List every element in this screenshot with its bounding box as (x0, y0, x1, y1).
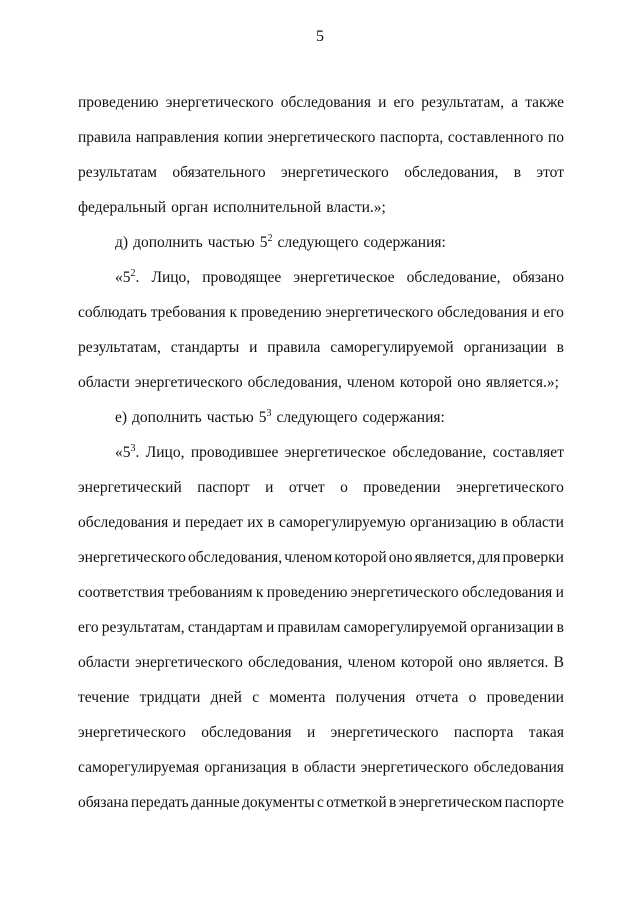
word: «$5^3$. (115, 443, 140, 461)
text-line (78, 610, 564, 645)
word: содержания: (362, 409, 445, 426)
superscript: 2 (267, 233, 273, 244)
word: проведению (78, 94, 159, 111)
word: энергетического (135, 654, 243, 671)
word: их (247, 514, 264, 531)
word: энергетического (350, 584, 459, 601)
word: является. (487, 654, 549, 671)
word: энергетического (78, 724, 186, 741)
word: и (265, 619, 275, 636)
word: следующего (276, 409, 358, 426)
word: дополнить (132, 409, 202, 426)
word: паспорта (453, 724, 514, 741)
document-body (78, 85, 564, 820)
word: обязана (78, 794, 129, 811)
word: отчет (288, 479, 325, 496)
text-line (78, 190, 564, 225)
word: в (556, 619, 564, 636)
page-number: 5 (316, 28, 324, 45)
text-line (78, 120, 564, 155)
word: обследования (201, 724, 292, 741)
word: получения (335, 689, 406, 706)
word: обследования (462, 584, 553, 601)
word: момента (269, 689, 326, 706)
word: организации (463, 339, 547, 356)
word: паспорта, (379, 129, 444, 146)
word: результатам, (101, 619, 185, 636)
word: Лицо, (145, 444, 185, 461)
word: к (229, 304, 238, 321)
word: д) (115, 234, 129, 251)
text-line (78, 470, 564, 505)
word: стандарты (170, 339, 240, 356)
word: обследования (437, 304, 528, 321)
word: организация (204, 759, 287, 776)
word: в (389, 794, 397, 811)
word: обследования (280, 94, 371, 111)
word: энергетического (134, 374, 243, 391)
word: с (316, 794, 324, 811)
word: в (500, 514, 508, 531)
word: и (265, 479, 274, 496)
word: энергетический (78, 479, 182, 496)
word: для (477, 549, 501, 566)
word: энергетического (456, 479, 564, 496)
word: энергетического (360, 759, 469, 776)
word: течение (78, 689, 130, 706)
word: правила (78, 129, 132, 146)
word: е) (115, 409, 128, 426)
text-line (78, 505, 564, 540)
text-line (78, 575, 564, 610)
word: обследования, (187, 549, 283, 566)
word: энергетического (280, 164, 389, 181)
word: обследования, (247, 374, 342, 391)
word: и (531, 304, 540, 321)
text-line (78, 715, 564, 750)
word: в (291, 759, 299, 776)
word: саморегулируемую (279, 514, 406, 531)
word: в (556, 339, 564, 356)
superscript: 3 (266, 408, 272, 419)
text-line (78, 435, 564, 470)
word: стандартам (187, 619, 263, 636)
word: с (252, 689, 260, 706)
word: также (525, 94, 564, 111)
word: области (78, 374, 130, 391)
word: энергетического (330, 724, 439, 741)
text-line (78, 680, 564, 715)
word: его (78, 619, 99, 636)
word: которой (400, 654, 454, 671)
word: обследования, (248, 654, 343, 671)
word: проведении (363, 479, 441, 496)
text-line (78, 225, 564, 260)
word: $5^2$ (259, 233, 273, 251)
word: Лицо, (151, 269, 191, 286)
word: данные (191, 794, 240, 811)
word: и (172, 514, 181, 531)
text-line (78, 400, 564, 435)
word: и (306, 724, 316, 741)
word: членом (284, 549, 333, 566)
text-line (78, 365, 564, 400)
word: саморегулируемой (330, 339, 454, 356)
word: и (378, 94, 387, 111)
word: соответствия (78, 584, 165, 601)
text-line (78, 295, 564, 330)
text-line (78, 260, 564, 295)
word: энергетическом (398, 794, 503, 811)
word: оно (388, 549, 413, 566)
word: соблюдать (78, 304, 147, 321)
word: требования (150, 304, 226, 321)
word: составляет (492, 444, 564, 461)
word: обследование, (392, 444, 487, 461)
word: обязательного (172, 164, 266, 181)
word: энергетического (165, 94, 274, 111)
word: области (303, 759, 356, 776)
word: энергетического (267, 129, 376, 146)
word: организацию (409, 514, 497, 531)
word: требованиям (167, 584, 253, 601)
text-line (78, 155, 564, 190)
word: в (267, 514, 275, 531)
word: орган (171, 199, 209, 216)
word: и (555, 584, 564, 601)
word: частью (207, 234, 255, 251)
superscript: 2 (130, 268, 136, 279)
word: результатам, (78, 339, 161, 356)
word: этот (536, 164, 564, 181)
word: правила (267, 339, 321, 356)
word: следующего (277, 234, 359, 251)
word: его (393, 94, 415, 111)
word: области (512, 514, 564, 531)
word: такая (528, 724, 564, 741)
word: дней (210, 689, 242, 706)
word: к (255, 584, 264, 601)
word: частью (206, 409, 254, 426)
word: оно (457, 374, 481, 391)
word: передает (184, 514, 244, 531)
word: паспорте (504, 794, 564, 811)
word: его (543, 304, 564, 321)
word: обследования (473, 759, 564, 776)
word: оно (458, 654, 483, 671)
word: обследования, (404, 164, 499, 181)
text-line (78, 785, 564, 820)
word: составленного (447, 129, 544, 146)
word: проводившее (190, 444, 279, 461)
word: дополнить (133, 234, 203, 251)
word: направления (135, 129, 220, 146)
word: результатам (78, 164, 157, 181)
word: тридцати (139, 689, 201, 706)
word: членом (347, 654, 396, 671)
word: а (511, 94, 519, 111)
word: саморегулируемой (343, 619, 468, 636)
word: обязано (512, 269, 564, 286)
text-line (78, 645, 564, 680)
word: энергетическое (284, 444, 386, 461)
word: исполнительной (213, 199, 322, 216)
word: саморегулируемая (78, 759, 200, 776)
word: энергетического (325, 304, 434, 321)
word: проверки (502, 549, 564, 566)
word: правилам (277, 619, 341, 636)
text-line (78, 85, 564, 120)
word: является, (414, 549, 476, 566)
word: содержания: (363, 234, 446, 251)
word: членом (346, 374, 395, 391)
word: которой (334, 549, 387, 566)
word: проведению (240, 304, 322, 321)
word: передать (130, 794, 189, 811)
word: отметкой (326, 794, 387, 811)
word: которой (399, 374, 453, 391)
word: отчета (415, 689, 459, 706)
word: энергетического (78, 549, 186, 566)
word: о (468, 689, 477, 706)
word: энергетическое (293, 269, 395, 286)
word: документы (241, 794, 315, 811)
word: по (547, 129, 564, 146)
word: и (249, 339, 258, 356)
word: $5^3$ (258, 408, 272, 426)
text-line (78, 750, 564, 785)
word: В (553, 654, 564, 671)
word: проведении (486, 689, 564, 706)
word: обследования (78, 514, 169, 531)
word: области (78, 654, 130, 671)
word: копии (223, 129, 263, 146)
superscript: 3 (130, 443, 136, 454)
word: проводящее (202, 269, 282, 286)
word: в (513, 164, 522, 181)
word: паспорт (197, 479, 250, 496)
word: результатам, (421, 94, 505, 111)
text-line (78, 540, 564, 575)
word: власти.»; (326, 199, 386, 216)
word: о (340, 479, 348, 496)
word: федеральный (78, 199, 167, 216)
word: организации (470, 619, 554, 636)
text-line (78, 330, 564, 365)
word: проведению (266, 584, 348, 601)
word: «$5^2$. (115, 268, 140, 286)
word: обследование, (406, 269, 501, 286)
word: является.»; (486, 374, 559, 391)
